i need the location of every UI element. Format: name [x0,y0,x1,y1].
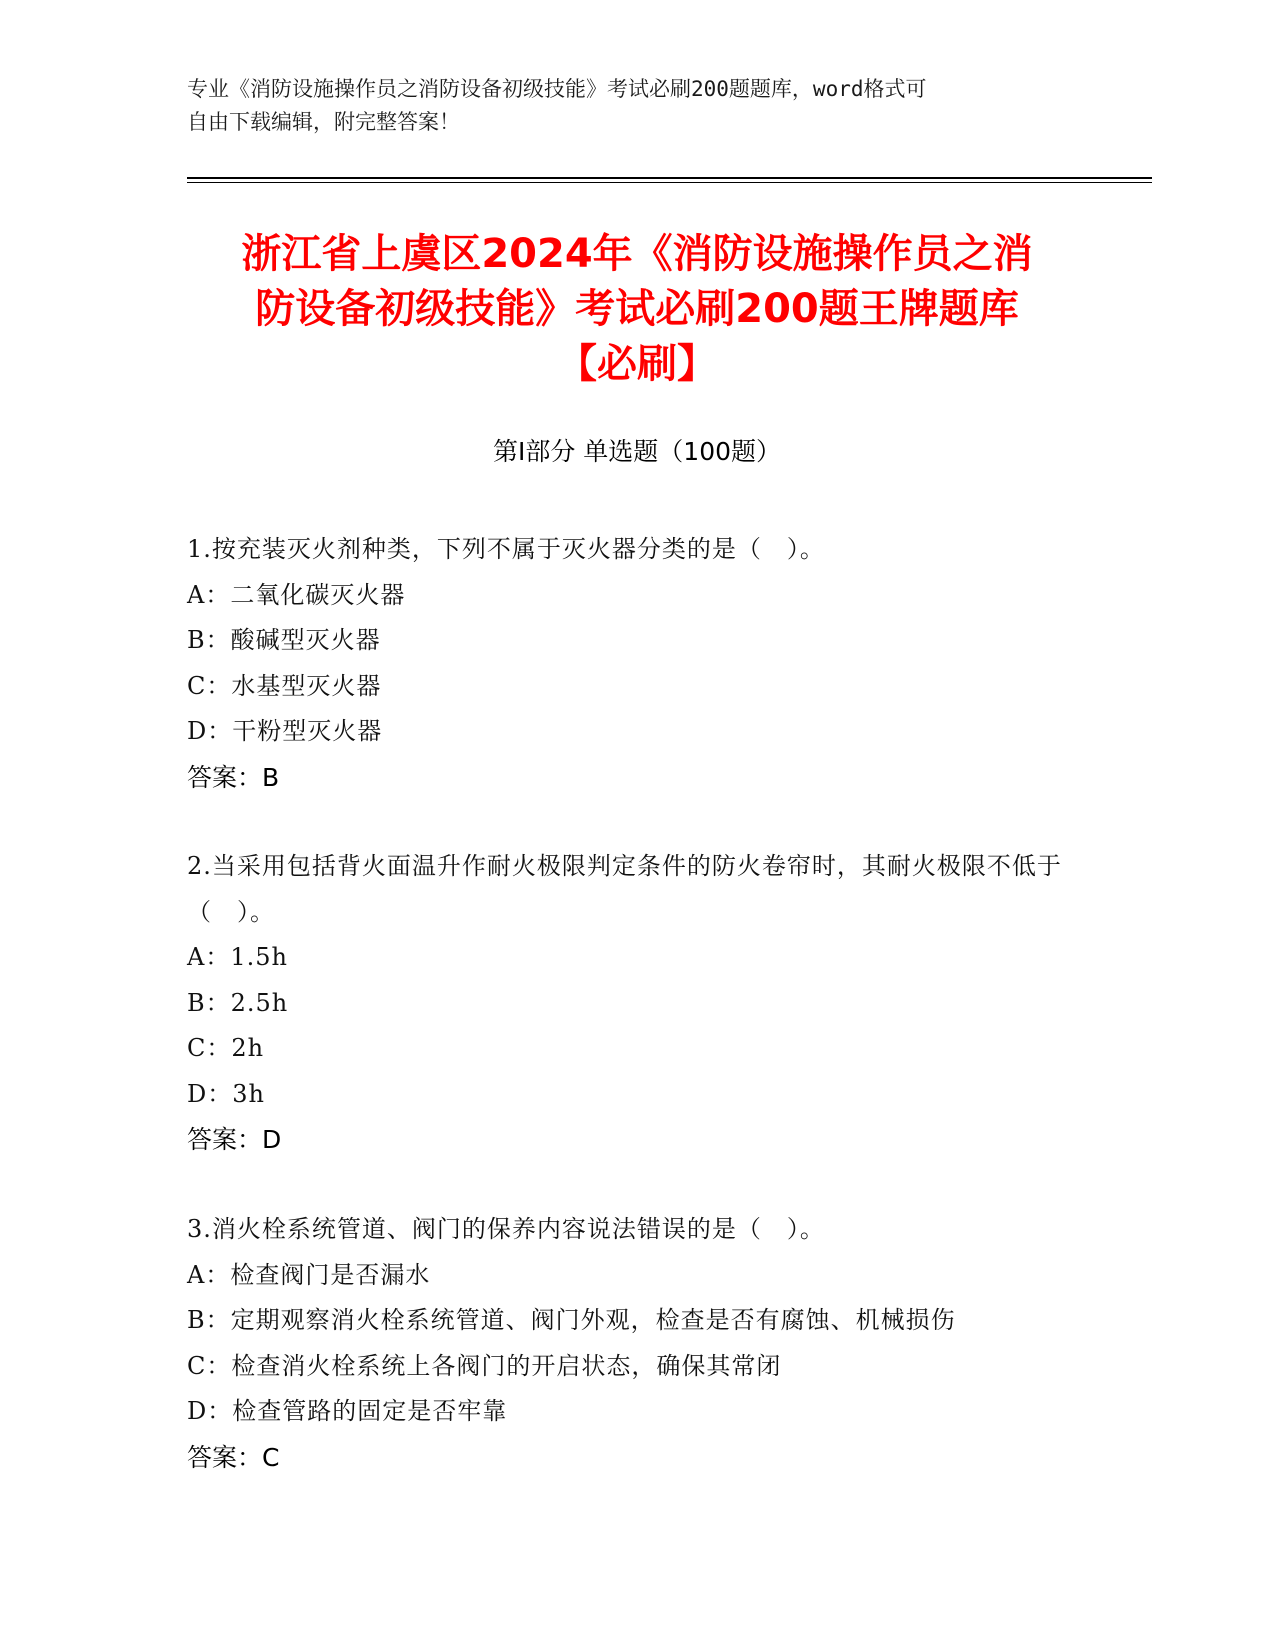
question-1 [187,527,1077,800]
header-divider-thin [187,182,1152,183]
answer: 答案：C [187,1442,280,1472]
option-a: A：1.5h [187,943,288,971]
question-3 [187,1207,1077,1480]
question-stem: 1.按充装灭火剂种类，下列不属于灭火器分类的是（ ）。 [187,535,825,563]
question-stem: 3.消火栓系统管道、阀门的保养内容说法错误的是（ ）。 [187,1215,825,1243]
document-title-line-2: 防设备初级技能》考试必刷200题王牌题库 [255,286,1019,332]
option-b: B：定期观察消火栓系统管道、阀门外观，检查是否有腐蚀、机械损伤 [187,1306,956,1334]
header-note [187,73,1067,139]
document-title [187,227,1087,392]
question-stem: 2.当采用包括背火面温升作耐火极限判定条件的防火卷帘时，其耐火极限不低于（ ）。 [187,852,1062,926]
question-2 [187,844,1077,1163]
option-c: C：检查消火栓系统上各阀门的开启状态，确保其常闭 [187,1351,782,1380]
document-title-line-3: 【必刷】 [557,341,717,387]
header-divider-thick [187,177,1152,179]
section-heading: 第I部分 单选题（100题） [492,437,782,466]
option-a: A：检查阀门是否漏水 [187,1260,431,1289]
document-title-line-1: 浙江省上虞区2024年《消防设施操作员之消 [241,231,1033,277]
option-b: B：酸碱型灭火器 [187,626,381,654]
option-d: D：3h [187,1079,265,1108]
option-c: C：2h [187,1034,265,1062]
option-b: B：2.5h [187,988,289,1017]
header-note-line-2: 自由下载编辑，附完整答案！ [187,110,460,134]
option-c: C：水基型灭火器 [187,671,382,700]
option-d: D：检查管路的固定是否牢靠 [187,1397,508,1425]
option-d: D：干粉型灭火器 [187,717,383,745]
header-note-line-1: 专业《消防设施操作员之消防设备初级技能》考试必刷200题题库，word格式可 [187,77,927,101]
answer: 答案：B [187,762,280,792]
option-a: A：二氧化碳灭火器 [187,580,406,609]
answer: 答案：D [187,1125,282,1154]
